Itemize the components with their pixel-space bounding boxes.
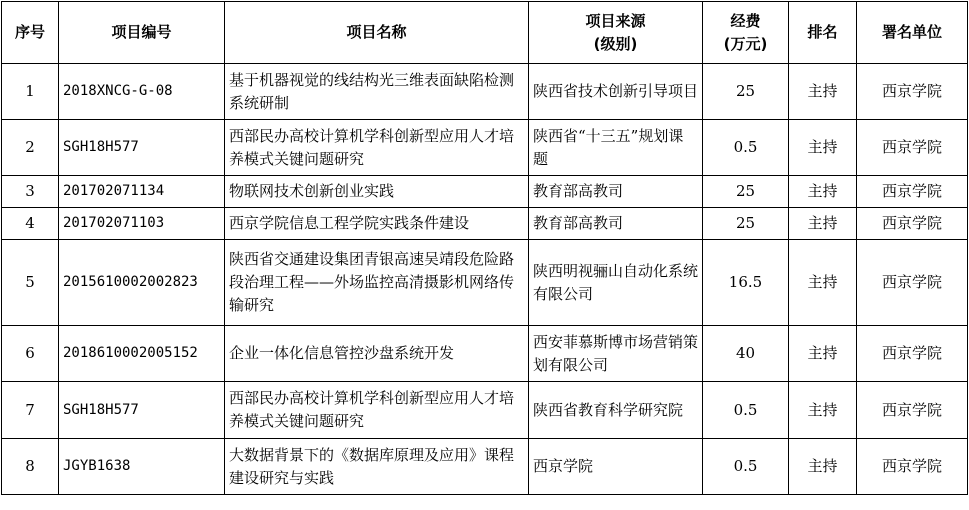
cell-code: SGH18H577	[59, 120, 225, 176]
table-row	[2, 382, 968, 439]
cell-rank: 主持	[789, 240, 857, 326]
cell-source: 教育部高教司	[529, 208, 703, 240]
cell-seq: 3	[2, 176, 59, 208]
cell-name: 西部民办高校计算机学科创新型应用人才培养模式关键问题研究	[225, 382, 529, 439]
cell-funds: 0.5	[703, 439, 789, 495]
cell-funds: 40	[703, 326, 789, 382]
cell-code: 201702071134	[59, 176, 225, 208]
cell-seq: 8	[2, 439, 59, 495]
table-row	[2, 240, 968, 326]
cell-unit: 西京学院	[857, 208, 968, 240]
cell-code: 2015610002002823	[59, 240, 225, 326]
cell-rank: 主持	[789, 208, 857, 240]
header-funds-line1: 经费	[730, 11, 761, 30]
header-rank: 排名	[789, 2, 857, 64]
table-row	[2, 64, 968, 120]
cell-funds: 16.5	[703, 240, 789, 326]
table-row	[2, 120, 968, 176]
cell-seq: 6	[2, 326, 59, 382]
table-row	[2, 176, 968, 208]
cell-source: 陕西省技术创新引导项目	[529, 64, 703, 120]
cell-source: 西京学院	[529, 439, 703, 495]
cell-seq: 1	[2, 64, 59, 120]
table-row	[2, 208, 968, 240]
cell-rank: 主持	[789, 326, 857, 382]
cell-rank: 主持	[789, 64, 857, 120]
table-row	[2, 439, 968, 495]
cell-rank: 主持	[789, 439, 857, 495]
header-unit: 署名单位	[857, 2, 968, 64]
header-source-line2: (级别)	[593, 34, 638, 53]
cell-funds: 25	[703, 208, 789, 240]
projects-table	[1, 1, 968, 495]
cell-rank: 主持	[789, 120, 857, 176]
cell-code: 201702071103	[59, 208, 225, 240]
header-row	[2, 2, 968, 64]
cell-funds: 0.5	[703, 120, 789, 176]
cell-seq: 4	[2, 208, 59, 240]
cell-code: JGYB1638	[59, 439, 225, 495]
cell-seq: 7	[2, 382, 59, 439]
header-source-line1: 项目来源	[585, 11, 646, 30]
header-source	[529, 2, 703, 64]
table-row	[2, 326, 968, 382]
cell-unit: 西京学院	[857, 64, 968, 120]
cell-unit: 西京学院	[857, 240, 968, 326]
cell-rank: 主持	[789, 176, 857, 208]
cell-unit: 西京学院	[857, 176, 968, 208]
header-funds-line2: (万元)	[723, 34, 768, 53]
cell-unit: 西京学院	[857, 120, 968, 176]
cell-code: SGH18H577	[59, 382, 225, 439]
cell-name: 企业一体化信息管控沙盘系统开发	[225, 326, 529, 382]
cell-funds: 0.5	[703, 382, 789, 439]
header-funds	[703, 2, 789, 64]
cell-unit: 西京学院	[857, 439, 968, 495]
cell-name: 大数据背景下的《数据库原理及应用》课程建设研究与实践	[225, 439, 529, 495]
cell-code: 2018610002005152	[59, 326, 225, 382]
cell-code: 2018XNCG-G-08	[59, 64, 225, 120]
cell-funds: 25	[703, 64, 789, 120]
cell-source: 陕西明视骊山自动化系统有限公司	[529, 240, 703, 326]
cell-name: 西部民办高校计算机学科创新型应用人才培养模式关键问题研究	[225, 120, 529, 176]
cell-rank: 主持	[789, 382, 857, 439]
cell-seq: 2	[2, 120, 59, 176]
cell-unit: 西京学院	[857, 326, 968, 382]
cell-source: 陕西省“十三五”规划课题	[529, 120, 703, 176]
cell-seq: 5	[2, 240, 59, 326]
cell-source: 西安菲慕斯博市场营销策划有限公司	[529, 326, 703, 382]
cell-funds: 25	[703, 176, 789, 208]
cell-source: 陕西省教育科学研究院	[529, 382, 703, 439]
header-seq: 序号	[2, 2, 59, 64]
cell-name: 西京学院信息工程学院实践条件建设	[225, 208, 529, 240]
cell-name: 基于机器视觉的线结构光三维表面缺陷检测系统研制	[225, 64, 529, 120]
cell-name: 陕西省交通建设集团青银高速吴靖段危险路段治理工程——外场监控高清摄影机网络传输研究	[225, 240, 529, 326]
header-name: 项目名称	[225, 2, 529, 64]
cell-unit: 西京学院	[857, 382, 968, 439]
cell-source: 教育部高教司	[529, 176, 703, 208]
cell-name: 物联网技术创新创业实践	[225, 176, 529, 208]
header-code: 项目编号	[59, 2, 225, 64]
